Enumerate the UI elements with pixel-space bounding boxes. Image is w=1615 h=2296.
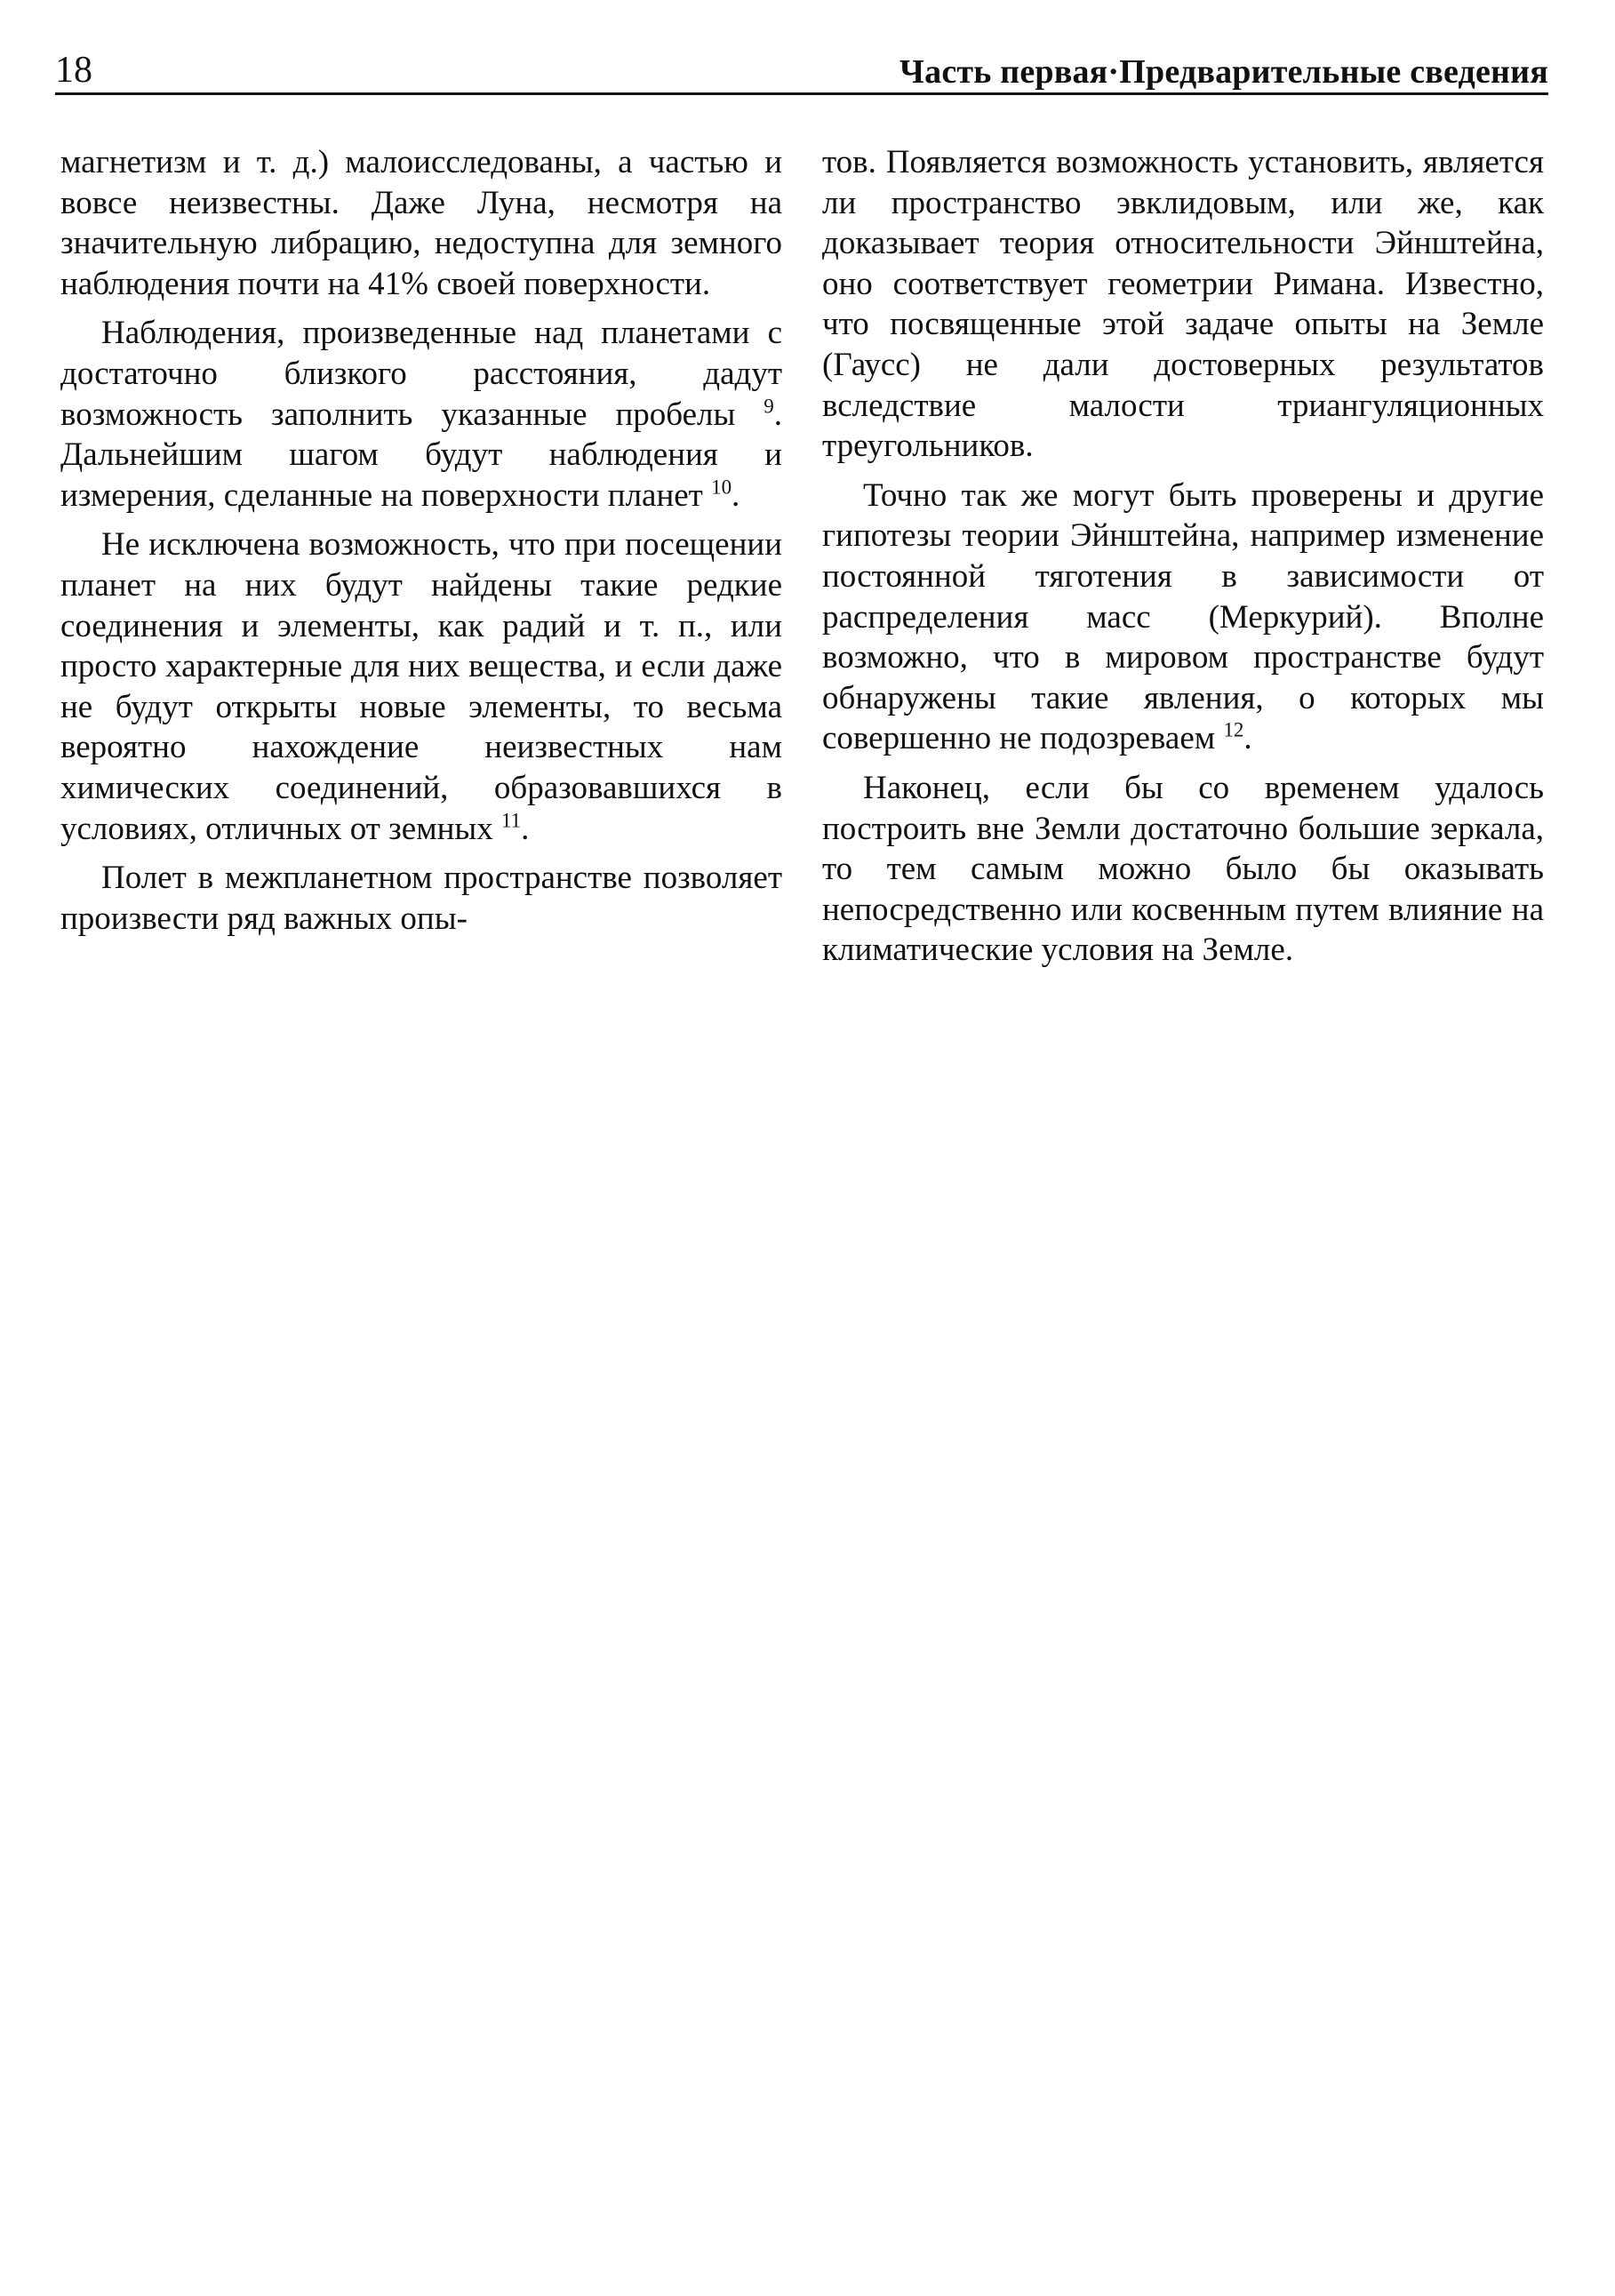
right-column bbox=[822, 142, 1544, 980]
header-rule bbox=[55, 92, 1548, 95]
paragraph-text: тов. Появляется возможность установить, является ли пространство эвклидовым, или же, как доказывает теория относительности Эйнштейна, оно соответствует геометрии Римана. Известно, что посвященные этой задаче опыты на Земле (Гаусс) не дали достоверных результатов вследствие малости триангуляционных треугольников. bbox=[822, 144, 1544, 465]
page-number: 18 bbox=[55, 50, 92, 91]
paragraph-text: . bbox=[732, 476, 740, 514]
paragraph-text: Наблюдения, произведенные над планетами с достаточно близкого расстояния, дадут возможность заполнить указанные пробелы bbox=[60, 315, 782, 433]
footnote-ref: 12 bbox=[1223, 718, 1244, 741]
footnote-ref: 9 bbox=[764, 395, 774, 418]
paragraph bbox=[60, 858, 782, 939]
paragraph-text: Точно так же могут быть проверены и другие гипотезы теории Эйнштейна, например изменение постоянной тяготения в зависимости от распределения масс (Меркурий). Вполне возможно, что в мировом пространстве будут обнаружены такие явления, о которых мы совершенно не подозреваем bbox=[822, 476, 1544, 757]
footnote-ref: 11 bbox=[501, 809, 522, 832]
paragraph bbox=[822, 142, 1544, 467]
running-head: Часть первая·Предварительные сведения bbox=[899, 53, 1548, 91]
paragraph bbox=[60, 524, 782, 849]
paragraph-text: . bbox=[1243, 720, 1252, 757]
left-column bbox=[60, 142, 782, 948]
paragraph-text: Не исключена возможность, что при посещении планет на них будут найдены такие редкие соединения и элементы, как радий и т. п., или просто характерные для них вещества, и если даже не будут открыты новые элементы, то весьма вероятно нахождение неизвестных нам химических соединений, образовавшихся в условиях, отличных от земных bbox=[60, 526, 782, 847]
footnote-ref: 10 bbox=[711, 476, 732, 499]
paragraph-text: . bbox=[521, 810, 530, 847]
paragraph-text: Полет в межпланетном пространстве позволяет произвести ряд важных опы- bbox=[60, 860, 782, 937]
paragraph bbox=[822, 768, 1544, 971]
paragraph bbox=[60, 313, 782, 516]
paragraph bbox=[822, 476, 1544, 759]
paragraph bbox=[60, 142, 782, 304]
paragraph-text: магнетизм и т. д.) малоисследованы, а частью и вовсе неизвестны. Даже Луна, несмотря на значительную либрацию, недоступна для земного наблюдения почти на 41% своей поверхности. bbox=[60, 144, 782, 302]
paragraph-text: Наконец, если бы со временем удалось построить вне Земли достаточно большие зеркала, то тем самым можно было бы оказывать непосредственно или косвенным путем влияние на климатические условия на Земле. bbox=[822, 769, 1544, 969]
paragraph-text: . Дальнейшим шагом будут наблюдения и измерения, сделанные на поверхности планет bbox=[60, 396, 783, 514]
